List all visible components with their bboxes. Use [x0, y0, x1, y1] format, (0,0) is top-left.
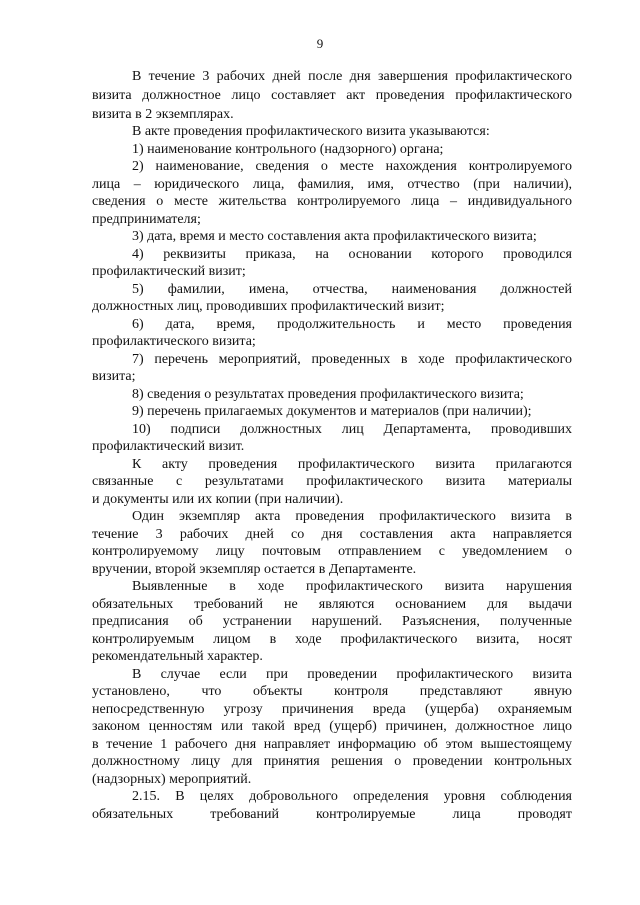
text-line: визита должностное лицо составляет акт проведения профилактического: [92, 88, 572, 103]
text-line: и документы или их копии (при наличии).: [92, 492, 344, 507]
text-line: сведения о месте жительства контролируемого лица – индивидуального: [92, 194, 572, 209]
text-line: контролируемым лицом в ходе профилактического визита, носят: [92, 632, 572, 647]
text-line: должностному лицу для принятия решения о проведении контрольных: [92, 754, 572, 769]
text-line: 6) дата, время, продолжительность и место проведения: [132, 317, 572, 332]
text-line: предписания об устранении нарушений. Разъяснения, полученные: [92, 614, 572, 629]
text-line: В случае если при проведении профилактического визита: [132, 667, 572, 682]
text-line: 8) сведения о результатах проведения профилактического визита;: [132, 387, 524, 402]
text-line: 3) дата, время и место составления акта профилактического визита;: [132, 229, 537, 244]
text-line: течение 3 рабочих дней со дня составления акта направляется: [92, 527, 572, 542]
text-line: обязательных требований контролируемые лица проводят: [92, 807, 572, 822]
text-line: В акте проведения профилактического визита указываются:: [132, 124, 490, 139]
text-line: 10) подписи должностных лиц Департамента, проводивших: [132, 422, 572, 437]
text-line: обязательных требований не являются основанием для выдачи: [92, 597, 572, 612]
text-line: установлено, что объекты контроля представляют явную: [92, 684, 572, 699]
text-line: связанные с результатами профилактического визита материалы: [92, 474, 572, 489]
text-line: Выявленные в ходе профилактического визита нарушения: [132, 579, 572, 594]
text-line: (надзорных) мероприятий.: [92, 772, 252, 787]
text-line: 5) фамилии, имена, отчества, наименования должностей: [132, 282, 572, 297]
text-line: профилактического визита;: [92, 334, 256, 349]
text-line: Один экземпляр акта проведения профилактического визита в: [132, 509, 572, 524]
text-line: 2.15. В целях добровольного определения уровня соблюдения: [132, 789, 572, 804]
text-line: непосредственную угрозу причинения вреда (ущерба) охраняемым: [92, 702, 572, 717]
text-line: 1) наименование контрольного (надзорного) органа;: [132, 142, 444, 157]
text-line: В течение 3 рабочих дней после дня завершения профилактического: [132, 69, 572, 84]
text-line: предпринимателя;: [92, 212, 201, 227]
page-number: 9: [316, 36, 324, 51]
text-line: в течение 1 рабочего дня направляет информацию об этом вышестоящему: [92, 737, 572, 752]
text-line: 4) реквизиты приказа, на основании которого проводился: [132, 247, 572, 262]
text-line: рекомендательный характер.: [92, 649, 263, 664]
text-line: профилактический визит;: [92, 264, 246, 279]
text-line: должностных лиц, проводивших профилактический визит;: [92, 299, 445, 314]
text-line: 9) перечень прилагаемых документов и материалов (при наличии);: [132, 404, 532, 419]
text-line: законом ценностям или такой вред (ущерб) причинен, должностное лицо: [92, 719, 572, 734]
text-line: К акту проведения профилактического визита прилагаются: [132, 457, 572, 472]
text-line: 2) наименование, сведения о месте нахождения контролируемого: [132, 159, 572, 174]
text-line: лица – юридического лица, фамилия, имя, отчество (при наличии),: [92, 177, 572, 192]
text-line: визита;: [92, 369, 136, 384]
text-line: визита в 2 экземплярах.: [92, 107, 234, 122]
text-line: контролируемому лицу почтовым отправлением с уведомлением о: [92, 544, 572, 559]
text-line: профилактический визит.: [92, 439, 245, 454]
text-line: 7) перечень мероприятий, проведенных в ходе профилактического: [132, 352, 572, 367]
text-line: вручении, второй экземпляр остается в Департаменте.: [92, 562, 417, 577]
